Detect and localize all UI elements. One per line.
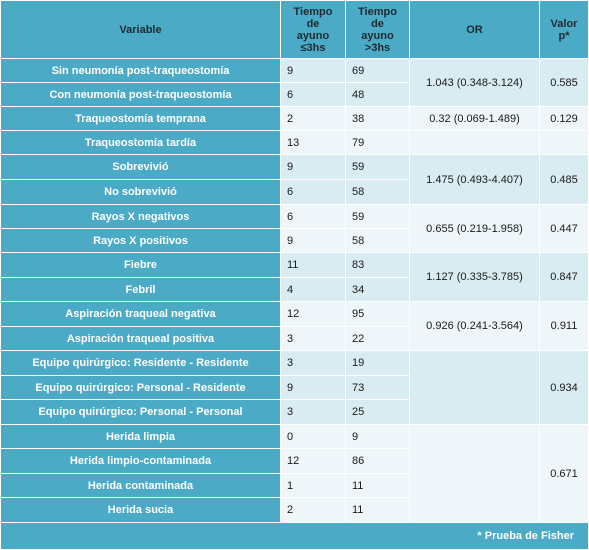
cell-or: 1.475 (0.493-4.407) [410, 155, 540, 205]
cell-fasting-le3: 9 [281, 376, 346, 400]
row-label: Fiebre [1, 253, 281, 278]
row-label: Herida limpia [1, 425, 281, 449]
table-row [1, 253, 589, 278]
cell-or: 1.127 (0.335-3.785) [410, 253, 540, 302]
cell-fasting-le3: 11 [281, 253, 346, 278]
cell-fasting-gt3: 73 [346, 376, 410, 400]
cell-p-value: 0.847 [540, 253, 589, 302]
cell-p-value: 0.447 [540, 205, 589, 253]
cell-fasting-le3: 1 [281, 474, 346, 498]
header-fasting-gt3: Tiempo de ayuno >3hs [346, 1, 410, 59]
cell-fasting-le3: 3 [281, 400, 346, 425]
cell-p-value: 0.485 [540, 155, 589, 205]
row-label: Equipo quirúrgico: Personal - Residente [1, 376, 281, 400]
cell-or: 1.043 (0.348-3.124) [410, 59, 540, 107]
cell-fasting-gt3: 69 [346, 59, 410, 83]
cell-fasting-gt3: 58 [346, 180, 410, 205]
cell-fasting-le3: 12 [281, 302, 346, 327]
cell-fasting-le3: 3 [281, 327, 346, 351]
cell-fasting-gt3: 59 [346, 155, 410, 180]
header-variable: Variable [1, 1, 281, 59]
table-row [1, 107, 589, 131]
cell-fasting-gt3: 79 [346, 131, 410, 155]
cell-fasting-gt3: 86 [346, 449, 410, 474]
table-row [1, 205, 589, 229]
header-p-value: Valor p* [540, 1, 589, 59]
row-label: Rayos X positivos [1, 229, 281, 253]
cell-fasting-le3: 13 [281, 131, 346, 155]
cell-or-empty [410, 351, 540, 425]
cell-fasting-le3: 2 [281, 107, 346, 131]
table-row [1, 59, 589, 83]
cell-fasting-le3: 6 [281, 180, 346, 205]
cell-or: 0.655 (0.219-1.958) [410, 205, 540, 253]
cell-fasting-gt3: 11 [346, 474, 410, 498]
row-label: Herida contaminada [1, 474, 281, 498]
cell-fasting-gt3: 34 [346, 278, 410, 302]
row-label: Aspiración traqueal positiva [1, 327, 281, 351]
cell-or-empty [410, 131, 540, 155]
header-row [1, 1, 589, 59]
cell-fasting-le3: 3 [281, 351, 346, 376]
row-label: Herida limpio-contaminada [1, 449, 281, 474]
cell-fasting-gt3: 58 [346, 229, 410, 253]
row-label: Sobrevivió [1, 155, 281, 180]
cell-fasting-gt3: 48 [346, 83, 410, 107]
cell-fasting-le3: 9 [281, 155, 346, 180]
cell-fasting-le3: 6 [281, 205, 346, 229]
table-row [1, 155, 589, 180]
cell-fasting-gt3: 59 [346, 205, 410, 229]
cell-or: 0.32 (0.069-1.489) [410, 107, 540, 131]
cell-fasting-le3: 2 [281, 498, 346, 523]
row-label: Traqueostomía temprana [1, 107, 281, 131]
cell-fasting-gt3: 95 [346, 302, 410, 327]
row-label: Equipo quirúrgico: Residente - Residente [1, 351, 281, 376]
cell-p-value: 0.911 [540, 302, 589, 351]
cell-p-value: 0.934 [540, 351, 589, 425]
cell-fasting-gt3: 11 [346, 498, 410, 523]
header-fasting-le3: Tiempo de ayuno ≤3hs [281, 1, 346, 59]
cell-fasting-le3: 0 [281, 425, 346, 449]
row-label: Con neumonía post-traqueostomía [1, 83, 281, 107]
cell-fasting-gt3: 38 [346, 107, 410, 131]
row-label: Rayos X negativos [1, 205, 281, 229]
cell-fasting-gt3: 19 [346, 351, 410, 376]
table-row [1, 425, 589, 449]
row-label: Traqueostomía tardía [1, 131, 281, 155]
cell-p-value: 0.671 [540, 425, 589, 523]
footnote: * Prueba de Fisher [1, 523, 589, 550]
cell-fasting-le3: 9 [281, 59, 346, 83]
row-label: Herida sucia [1, 498, 281, 523]
cell-p-value: 0.129 [540, 107, 589, 131]
row-label: No sobrevivió [1, 180, 281, 205]
row-label: Aspiración traqueal negativa [1, 302, 281, 327]
row-label: Sin neumonía post-traqueostomía [1, 59, 281, 83]
cell-fasting-le3: 9 [281, 229, 346, 253]
cell-p-value: 0.585 [540, 59, 589, 107]
table-row [1, 131, 589, 155]
cell-fasting-le3: 6 [281, 83, 346, 107]
cell-or: 0.926 (0.241-3.564) [410, 302, 540, 351]
row-label: Equipo quirúrgico: Personal - Personal [1, 400, 281, 425]
cell-p-empty [540, 131, 589, 155]
footer-row [1, 523, 589, 550]
table-row [1, 351, 589, 376]
row-label: Febril [1, 278, 281, 302]
cell-or-empty [410, 425, 540, 523]
cell-fasting-gt3: 9 [346, 425, 410, 449]
cell-fasting-gt3: 83 [346, 253, 410, 278]
cell-fasting-gt3: 25 [346, 400, 410, 425]
cell-fasting-gt3: 22 [346, 327, 410, 351]
cell-fasting-le3: 12 [281, 449, 346, 474]
table-row [1, 302, 589, 327]
cell-fasting-le3: 4 [281, 278, 346, 302]
header-or: OR [410, 1, 540, 59]
